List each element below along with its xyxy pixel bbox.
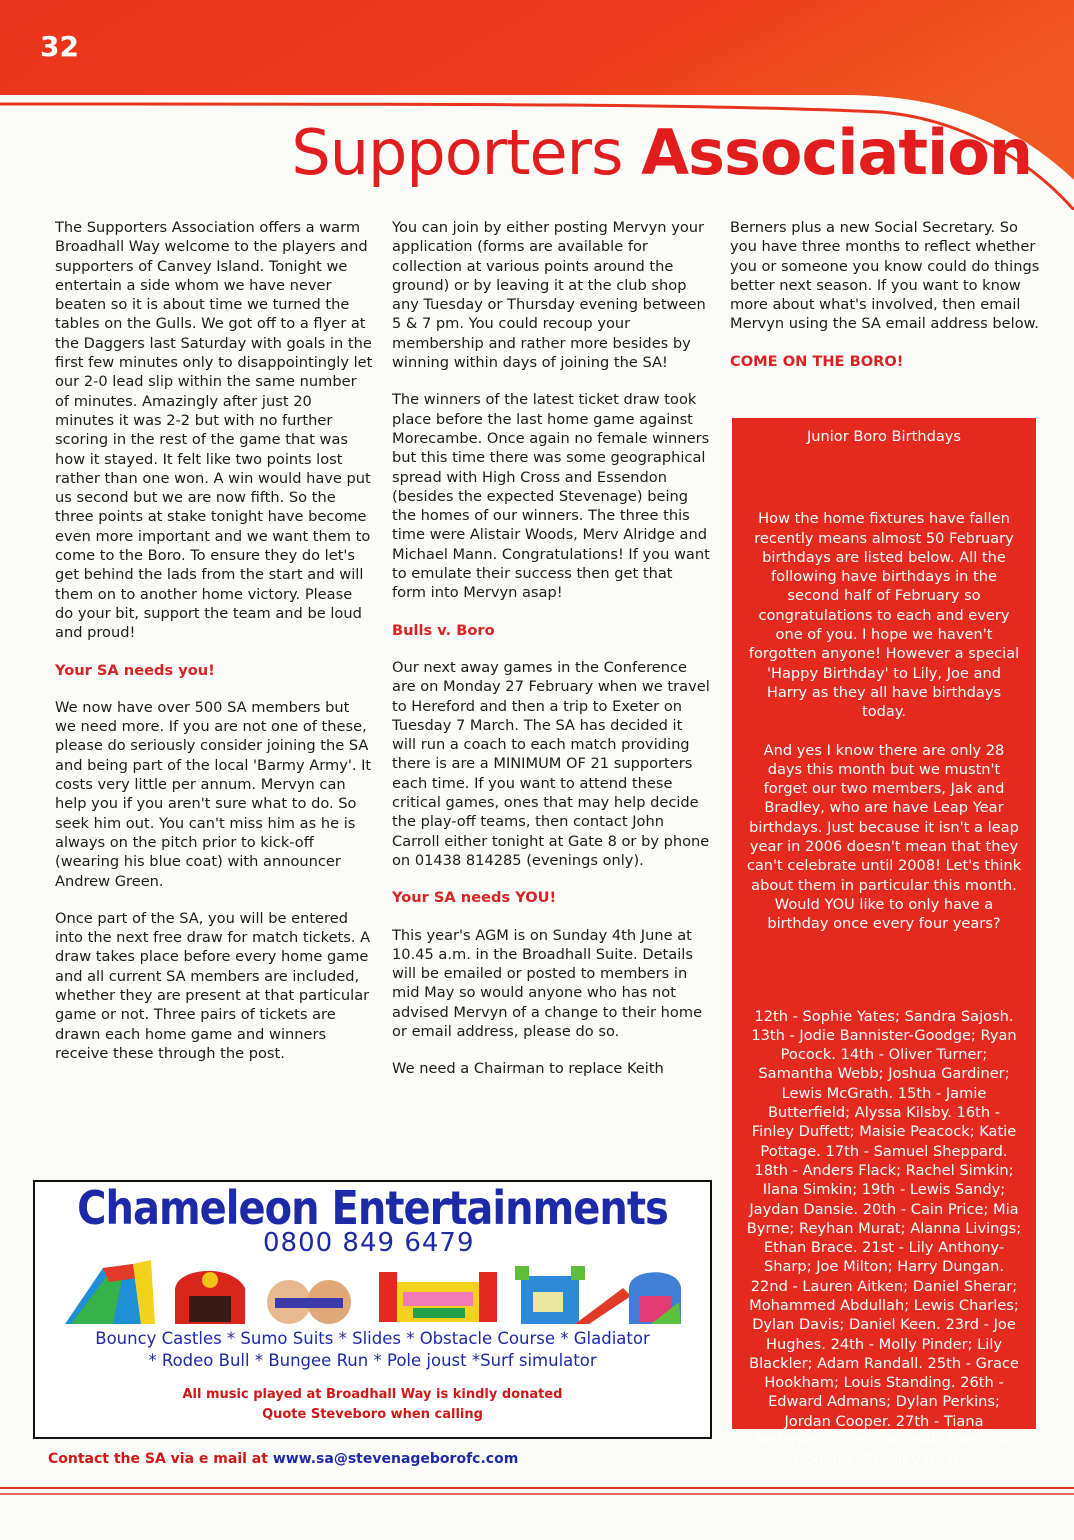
junior-birthdays-box: [732, 418, 1036, 1469]
paragraph: This year's AGM is on Sunday 4th June at 10.45 a.m. in the Broadhall Suite. Details will be emailed or posted to members in mid May so would anyone who has not advised Mervyn of a change to their home or email address, please do so.: [392, 926, 703, 1040]
birthday-list: 12th - Sophie Yates; Sandra Sajosh. 13th - Jodie Bannister-Goodge; Ryan Pocock. 14th - Oliver Turner; Samantha Webb; Joshua Gardiner; Lewis McGrath. 15th - Jamie Butterfield; Alyssa Kilsby. 16th - Finley Duffett; Maisie Peacock; Katie Pottage. 17th - Samuel Sheppard. 18th - Anders Flack; Rachel Simkin; Ilana Simkin; 19th - Lewis Sandy; Jaydan Dansie. 20th - Cain Price; Mia Byrne; Reyhan Murat; Alanna Livings; Ethan Brace. 21st - Lily Anthony-Sharp; Joe Milton; Harry Dungan. 22nd - Lauren Aitken; Daniel Sherar; Mohammed Abdullah; Lewis Charles; Dylan Davis; Daniel Keen. 23rd - Joe Hughes. 24th - Molly Pinder; Lily Blackler; Adam Randall. 25th - Grace Hookham; Louis Standing. 26th - Edward Admans; Dylan Perkins; Jordan Cooper. 27th - Tiana Anderson. 28th - Joe Hall; 29th - Jak Moloney; Bradley Heaps.: [746, 1007, 1022, 1469]
box-paragraph: How the home fixtures have fallen recently means almost 50 February birthdays are listed below. All the following have birthdays in the second half of February so congratulations to each and every one of you. I hope we haven't forgotten anyone! However a special 'Happy Birthday' to Lily, Joe and Harry as they all have birthdays today.: [748, 510, 1020, 721]
box-title: Junior Boro Birthdays: [806, 428, 962, 445]
ad-phone: 0800 849 6479: [263, 1228, 475, 1258]
page-title: [291, 116, 1032, 189]
section-heading: COME ON THE BORO!: [730, 352, 904, 370]
box-paragraph: And yes I know there are only 28 days this month but we mustn't forget our two members, Jak and Bradley, who are have Leap Year birthdays. Just because it isn't a leap year in 2006 doesn't mean that they can't celebrate until 2008! Let's think about them in particular this month. Would YOU like to only have a birthday once every four years?: [746, 741, 1022, 933]
paragraph: Once part of the SA, you will be entered into the next free draw for match tickets. A draw takes place before every home game and all current SA members are included, whether they are present at that particular game or not. Three pairs of tickets are drawn each home game and winners receive these through the post.: [55, 909, 371, 1062]
ad-note-line: All music played at Broadhall Way is kindly donated: [182, 1387, 563, 1402]
obstacle-course-icon: [379, 1272, 497, 1322]
paragraph: We now have over 500 SA members but we need more. If you are not one of these, please do seriously consider joining the SA and being part of the local 'Barmy Army'. It costs very little per annum. Mervyn can help you if you aren't sure what to do. So seek him out. You can't miss him as he is always on the pitch prior to kick-off (wearing his blue coat) with announcer Andrew Green.: [55, 698, 372, 890]
services-line: * Rodeo Bull * Bungee Run * Pole joust *Surf simulator: [148, 1351, 597, 1370]
inflatables-image: [63, 1258, 683, 1326]
mini-castle-icon: [629, 1272, 681, 1324]
column-2: [392, 218, 710, 1097]
ad-title: Chameleon Entertainments: [77, 1182, 668, 1236]
section-heading: Your SA needs you!: [55, 661, 215, 679]
slide-icon: [65, 1260, 155, 1324]
paragraph: The Supporters Association offers a warm Broadhall Way welcome to the players and supporters of Canvey Island. Tonight we entertain a side whom we have never beaten so it is about time we turned the tables on the Gulls. We got off to a flyer at the Daggers last Saturday with goals in the first few minutes only to disappointingly let our 2-0 lead slip within the same number of minutes. Amazingly after just 20 minutes it was 2-2 but with no further scoring in the rest of the game that was how it stayed. It felt like two points lost rather than one won. A win would have put us second but we are now fifth. So the three points at stake tonight have become even more important and we want them to come to the Boro. To ensure they do let's get behind the lads from the start and will them on to another home victory. Please do your bit, support the team and be loud and proud!: [55, 219, 373, 642]
bouncy-castle-icon: [175, 1271, 245, 1324]
section-heading: Bulls v. Boro: [392, 621, 495, 639]
title-bold: Association: [641, 116, 1032, 189]
services-line: Bouncy Castles * Sumo Suits * Slides * Obstacle Course * Gladiator: [95, 1329, 650, 1348]
paragraph: Our next away games in the Conference are on Monday 27 February when we travel to Hereford and then a trip to Exeter on Tuesday 7 March. The SA has decided it will run a coach to each match providing there is are a MINIMUM OF 21 supporters each time. If you want to attend these critical games, ones that may help decide the play-off teams, then contact John Carroll either tonight at Gate 8 or by phone on 01438 814285 (evenings only).: [392, 658, 710, 869]
contact-email-link[interactable]: www.sa@stevenageborofc.com: [272, 1451, 519, 1467]
paragraph: Berners plus a new Social Secretary. So you have three months to reflect whether you or someone you know could do things better next season. If you want to know more about what's involved, then email Mervyn using the SA email address below.: [730, 219, 1040, 333]
footer-rule: [0, 1484, 1074, 1504]
section-heading: Your SA needs YOU!: [392, 889, 557, 907]
paragraph: You can join by either posting Mervyn your application (forms are available for collection at various points around the ground) or by leaving it at the club shop any Tuesday or Thursday evening between 5 & 7 pm. You could recoup your membership and rather more besides by winning within days of joining the SA!: [392, 219, 706, 372]
sumo-suits-icon: [267, 1280, 351, 1324]
page-number: 32: [40, 30, 79, 63]
column-1: [55, 218, 373, 1081]
chameleon-advert: [33, 1180, 712, 1439]
title-light: Supporters: [291, 116, 623, 189]
castle-slide-icon: [515, 1266, 631, 1324]
paragraph: We need a Chairman to replace Keith: [392, 1060, 664, 1078]
column-3: [730, 218, 1040, 389]
contact-label: Contact the SA via e mail at: [48, 1451, 273, 1467]
ad-services: [35, 1328, 710, 1372]
paragraph: The winners of the latest ticket draw took place before the last home game against Morecambe. Once again no female winners but this time there was some geographical spread with High Cross and Essendon (besides the expected Stevenage) being the homes of our winners. The three this time were Alistair Woods, Merv Alridge and Michael Mann. Congratulations! If you want to emulate their success then get that form into Mervyn asap!: [392, 391, 710, 602]
ad-note: [35, 1385, 710, 1425]
ad-note-line: Quote Steveboro when calling: [262, 1407, 483, 1422]
contact-line: [48, 1451, 518, 1467]
